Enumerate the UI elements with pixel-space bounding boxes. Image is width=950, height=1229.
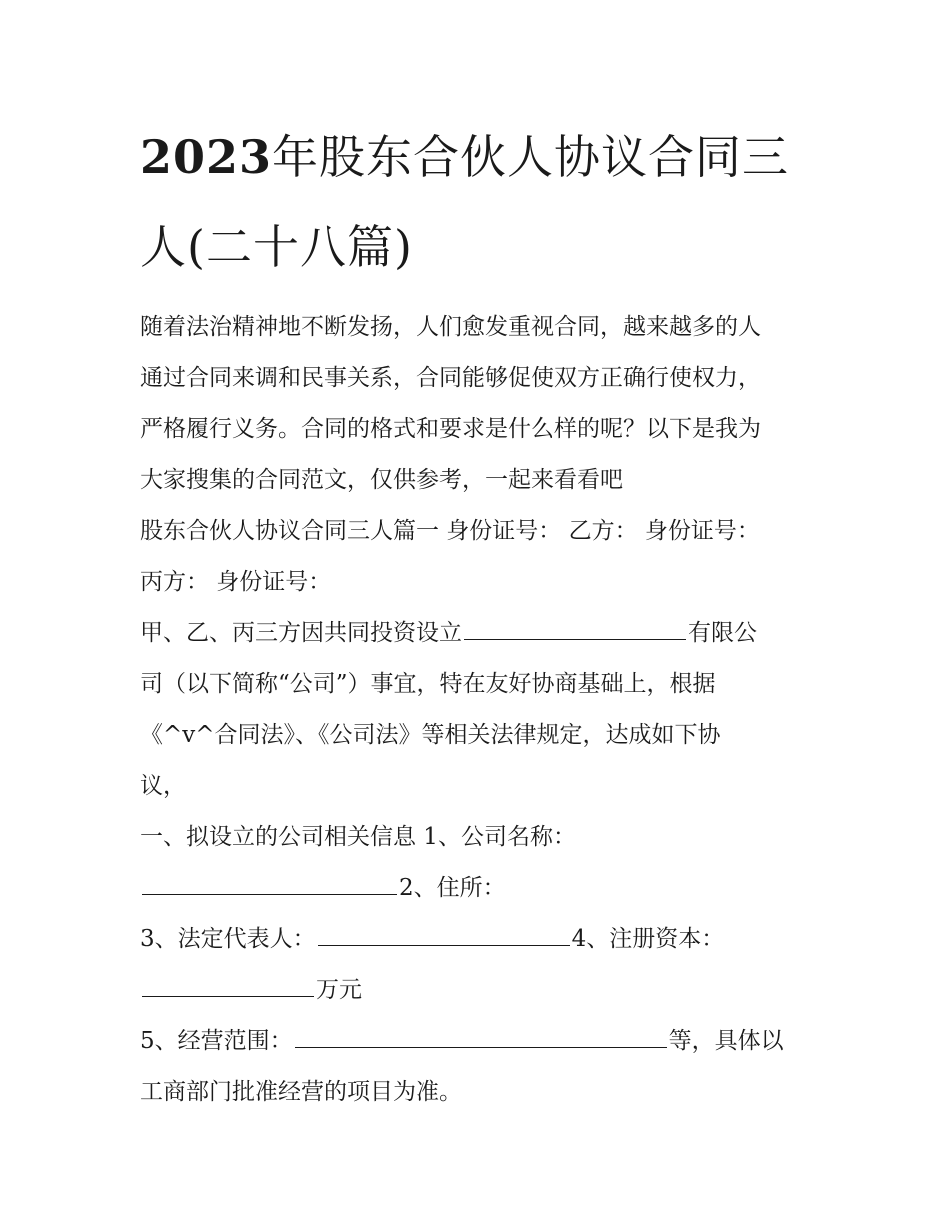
business-scope-blank xyxy=(295,1023,667,1048)
agreement-line: 《^v^合同法》、《公司法》等相关法律规定，达成如下协 xyxy=(140,722,721,748)
intro-line: 大家搜集的合同范文，仅供参考，一起来看看吧 xyxy=(140,467,623,493)
title-line-1: 年股东合伙人协议合同三 xyxy=(272,130,790,184)
intro-paragraph xyxy=(140,302,815,506)
section-1-line: 工商部门批准经营的项目为准。 xyxy=(140,1079,462,1105)
agreement-line xyxy=(140,608,815,659)
section-text: 等，具体以 xyxy=(668,1028,784,1054)
section-1-heading: 一、拟设立的公司相关信息 1、公司名称： xyxy=(140,824,576,850)
title-line-2: 人(二十八篇) xyxy=(140,220,413,274)
document-page xyxy=(140,112,815,1118)
section-text: 2、住所： xyxy=(399,875,506,901)
document-title xyxy=(140,112,815,292)
section-text: 5、经营范围： xyxy=(140,1028,293,1054)
title-year: 2023 xyxy=(140,130,273,184)
intro-line: 随着法治精神地不断发扬，人们愈发重视合同，越来越多的人 xyxy=(140,314,761,340)
capital-blank xyxy=(142,972,314,997)
intro-line: 通过合同来调和民事关系，合同能够促使双方正确行使权力， xyxy=(140,365,761,391)
parties-line: 股东合伙人协议合同三人篇一 身份证号： 乙方： 身份证号： xyxy=(140,518,760,544)
company-name-blank xyxy=(142,870,397,895)
company-blank xyxy=(464,615,686,640)
agreement-text: 有限公 xyxy=(688,620,757,646)
agreement-text: 甲、乙、丙三方因共同投资设立 xyxy=(140,620,462,646)
section-text: 4、注册资本： xyxy=(571,926,725,952)
section-1-line xyxy=(140,965,815,1016)
agreement-line: 司（以下简称“公司”）事宜，特在友好协商基础上，根据 xyxy=(140,671,716,697)
section-1-line xyxy=(140,863,815,914)
section-text: 万元 xyxy=(316,977,362,1003)
legal-rep-blank xyxy=(318,921,570,946)
intro-line: 严格履行义务。合同的格式和要求是什么样的呢？以下是我为 xyxy=(140,416,761,442)
section-text: 3、法定代表人： xyxy=(140,926,316,952)
section-1-line xyxy=(140,914,815,965)
agreement-line: 议， xyxy=(140,773,186,799)
section-1-line xyxy=(140,1016,815,1067)
parties-line: 丙方： 身份证号： xyxy=(140,569,332,595)
